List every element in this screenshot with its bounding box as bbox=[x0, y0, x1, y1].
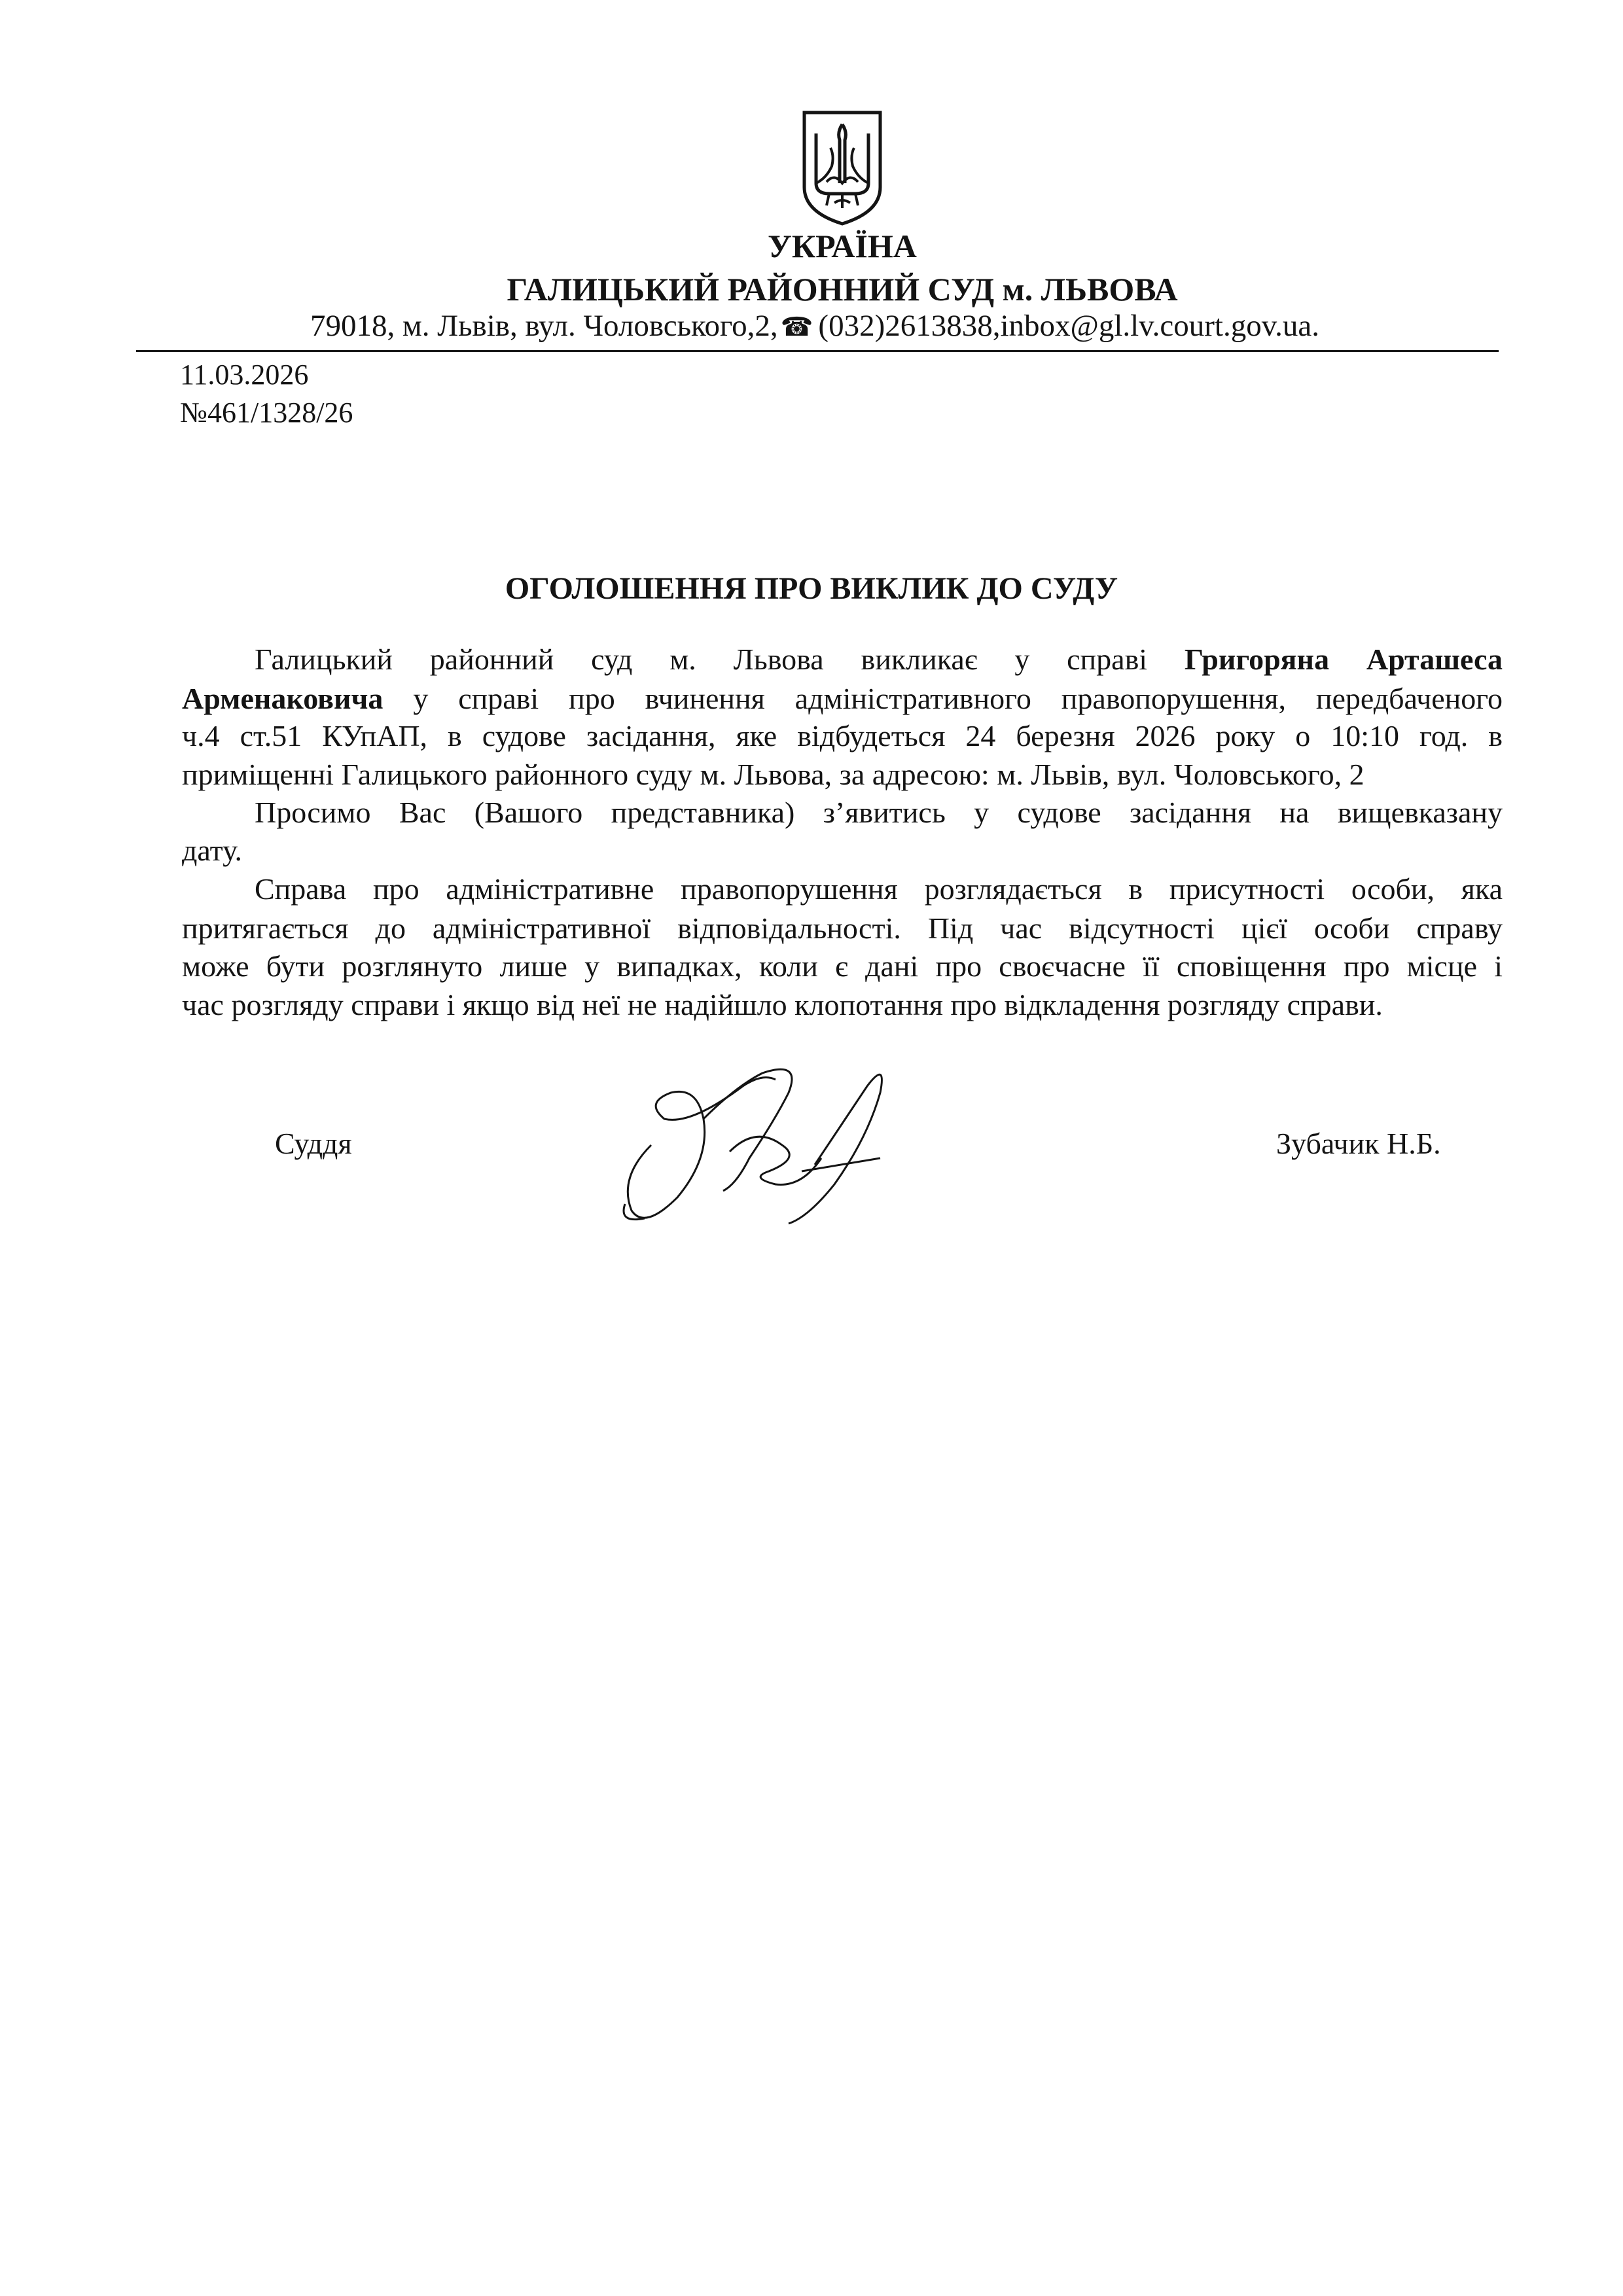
document-date: 11.03.2026 bbox=[180, 359, 309, 391]
summons-text: у справі про вчинення адміністративного правопорушення, передбаченого bbox=[383, 682, 1503, 715]
paragraph-line: ч.4 ст.51 КУпАП, в судове засідання, яке відбудеться 24 березня 2026 року о 10:10 год. в bbox=[182, 719, 1503, 752]
summons-text: Галицький районний суд м. Львова викликає у справі bbox=[255, 643, 1185, 676]
coat-of-arms-emblem bbox=[800, 110, 884, 226]
paragraph-line: час розгляду справи і якщо від неї не надійшло клопотання про відкладення розгляду справи. bbox=[182, 988, 1383, 1021]
handwritten-signature bbox=[605, 1047, 913, 1237]
court-address: 79018, м. Львів, вул. Чоловського,2, bbox=[310, 309, 778, 343]
judge-name: Зубачик Н.Б. bbox=[1276, 1127, 1441, 1160]
header-divider bbox=[136, 350, 1499, 352]
paragraph-line: Просимо Вас (Вашого представника) з’явитись у судове засідання на вищевказану bbox=[255, 796, 1503, 829]
signatory-role: Суддя bbox=[275, 1127, 352, 1160]
trident-icon bbox=[800, 110, 884, 226]
telephone-icon: ☎ bbox=[780, 312, 813, 342]
court-contacts: (032)2613838,inbox@gl.lv.court.gov.ua. bbox=[818, 309, 1320, 343]
paragraph-line: притягається до адміністративної відповідальності. Під час відсутності цієї особи справу bbox=[182, 911, 1503, 945]
defendant-name-part2: Арменаковича bbox=[182, 682, 383, 715]
document-title: ОГОЛОШЕННЯ ПРО ВИКЛИК ДО СУДУ bbox=[505, 571, 1118, 606]
paragraph-line bbox=[182, 680, 1503, 717]
paragraph-line: дату. bbox=[182, 834, 243, 867]
defendant-name-part1: Григоряна Арташеса bbox=[1184, 643, 1503, 676]
document-number: №461/1328/26 bbox=[180, 397, 353, 429]
paragraph-line: може бути розглянуто лише у випадках, коли є дані про своєчасне її сповіщення про місце і bbox=[182, 949, 1503, 983]
court-name: ГАЛИЦЬКИЙ РАЙОННИЙ СУД м. ЛЬВОВА bbox=[507, 271, 1178, 308]
court-address-line bbox=[0, 308, 1623, 345]
paragraph-line: приміщенні Галицького районного суду м. Львова, за адресою: м. Львів, вул. Чоловського, 2 bbox=[182, 758, 1364, 791]
paragraph-line bbox=[255, 641, 1503, 678]
paragraph-line: Справа про адміністративне правопорушення розглядається в присутності особи, яка bbox=[255, 872, 1503, 906]
country-title: УКРАЇНА bbox=[768, 228, 917, 264]
